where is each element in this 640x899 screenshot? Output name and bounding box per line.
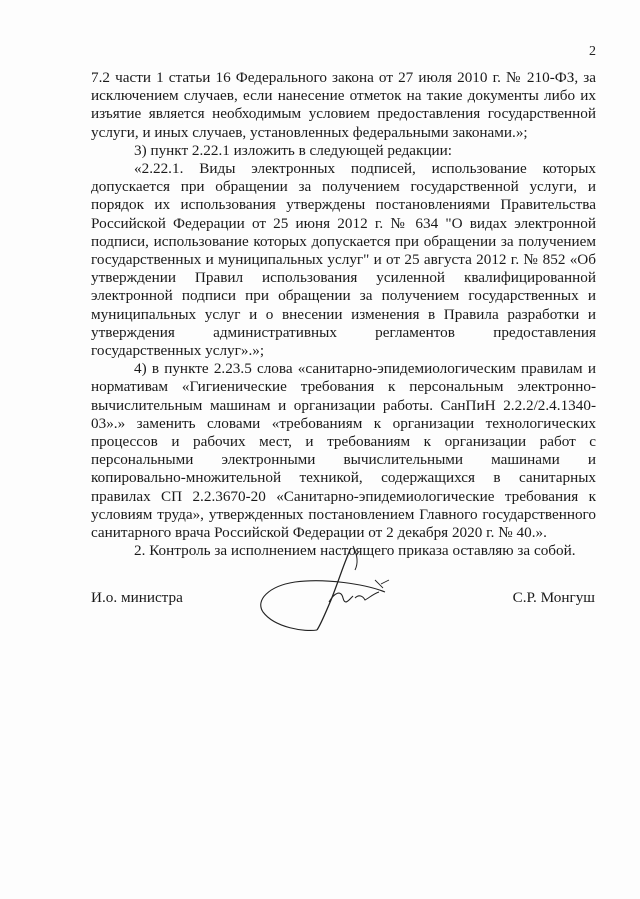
text-line: процессов и рабочих мест, и требованиям к организации работ с — [91, 433, 596, 451]
text-line: утверждении Правил использования усиленной квалифицированной — [91, 269, 596, 287]
text-line: государственных услуг».»; — [91, 342, 265, 360]
text-line: муниципальных услуг и о внесении изменения в Правила разработки и — [91, 305, 596, 323]
handwritten-signature — [255, 540, 415, 640]
text-line: порядок их использования утверждены постановлениями Правительства — [91, 196, 596, 214]
text-line: 2. Контроль за исполнением настоящего приказа оставляю за собой. — [134, 542, 576, 560]
text-line: «2.22.1. Виды электронных подписей, использование которых — [134, 160, 596, 178]
text-line: 4) в пункте 2.23.5 слова «санитарно-эпидемиологическим правилам и — [134, 360, 596, 378]
text-line: вычислительным машинам и организации работы. СанПиН 2.2.2/2.4.1340- — [91, 396, 596, 414]
text-line: исключением случаев, если нанесение отметок на такие документы либо их — [91, 87, 596, 105]
page-number: 2 — [589, 44, 596, 59]
text-line: допускается при обращении за получением государственной услуги, и — [91, 178, 596, 196]
document-body — [91, 69, 596, 560]
text-line: 7.2 части 1 статьи 16 Федерального закона от 27 июля 2010 г. № 210-ФЗ, за — [91, 69, 596, 86]
signatory-name: С.Р. Монгуш — [512, 589, 595, 606]
text-line: Российской Федерации от 25 июня 2012 г. № 634 "О видах электронной — [91, 214, 596, 232]
text-line: изъятие является необходимым условием предоставления государственной — [91, 105, 596, 123]
text-line: 03».» заменить словами «требованиям к организации технологических — [91, 414, 596, 432]
text-line: электронной подписи при обращении за получением государственных и — [91, 287, 596, 305]
text-line: персональными электронными вычислительными машинами и — [91, 451, 596, 469]
signatory-position: И.о. министра — [91, 589, 183, 606]
text-line: нормативам «Гигиенические требования к персональным электронно- — [91, 378, 596, 396]
text-line: копировально-множительной техникой, содержащихся в санитарных — [91, 469, 596, 487]
text-line: 3) пункт 2.22.1 изложить в следующей редакции: — [134, 141, 453, 159]
text-line: правилах СП 2.2.3670-20 «Санитарно-эпидемиологические требования к — [91, 487, 596, 505]
text-line: подписи, использование которых допускается при обращении за получением — [91, 232, 596, 250]
text-line: услуги, и иных случаев, установленных федеральными законами.»; — [91, 123, 528, 141]
text-line: санитарного врача Российской Федерации от 2 декабря 2020 г. № 40.». — [91, 524, 547, 542]
text-line: государственных и муниципальных услуг" и от 25 августа 2012 г. № 852 «Об — [91, 251, 596, 269]
text-line: условиям труда», утвержденных постановлением Главного государственного — [91, 505, 596, 523]
text-line: утверждения административных регламентов предоставления — [91, 323, 596, 341]
